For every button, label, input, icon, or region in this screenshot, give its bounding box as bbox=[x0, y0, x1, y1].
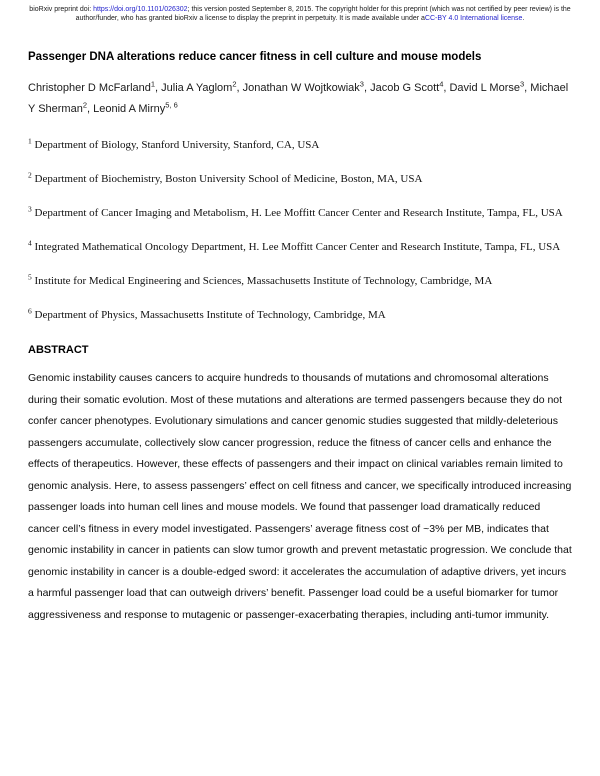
author-name: Leonid A Mirny bbox=[93, 103, 166, 115]
abstract-text: Genomic instability causes cancers to acquire hundreds to thousands of mutations and chromosomal alterations during their somatic evolution. Most of these mutations and alterations are termed passengers because they do not confer cancer phenotypes. Evolutionary simulations and cancer genomic studies suggested that mildly-deleterious passengers accumulate, collectively slow cancer progression, reduce the fitness of cancer cells and enhance the effects of therapeutics. However, these effects of passengers and their impact on clinical variables remain limited to genomic analysis. Here, to assess passengers’ effect on cell fitness and cancer, we specifically introduced increasing passenger loads into human cell lines and mouse models. We found that passenger load dramatically reduced cancer cell’s fitness in every model investigated. Passengers’ average fitness cost of ~3% per MB, indicates that genomic instability in cancer in patients can slow tumor growth and prevent metastatic progression. We conclude that genomic instability in cancer is a double-edged sword: it accelerates the accumulation of adaptive drivers, yet incurs a harmful passenger load that can outweigh drivers’ benefit. Passenger load could be a useful biomarker for tumor aggressiveness and response to mutagenic or passenger-exacerbating therapies, including anti-tumor immunity. bbox=[28, 372, 572, 621]
license-link[interactable]: CC-BY 4.0 International license bbox=[424, 14, 523, 22]
author-name: Jacob G Scott bbox=[370, 82, 440, 94]
author-name: David L Morse bbox=[449, 82, 520, 94]
author-2 bbox=[242, 79, 371, 94]
author-separator: , bbox=[155, 82, 162, 94]
abstract-heading: ABSTRACT bbox=[28, 344, 89, 356]
author-6 bbox=[93, 100, 178, 115]
affiliation-text: Institute for Medical Engineering and Sciences, Massachusetts Institute of Technology, Cambridge, MA bbox=[31, 275, 493, 287]
author-list bbox=[28, 78, 572, 120]
affiliation-superscript: 1 bbox=[28, 136, 32, 146]
affiliation-list bbox=[0, 133, 600, 328]
author-name: Christopher D McFarland bbox=[28, 82, 151, 94]
author-superscript: 2 bbox=[82, 100, 87, 110]
author-name: Michael Y Sherman bbox=[28, 82, 569, 115]
author-3 bbox=[370, 79, 450, 94]
affiliation-superscript: 6 bbox=[28, 306, 32, 316]
author-superscript: 3 bbox=[520, 79, 525, 89]
header-middle-text: ; this version posted September 8, 2015. The copyright holder for this preprint (which was not certified by peer review) is the author/funder, who has granted bioRxiv a license to display the preprint in perpetuity. It is made available under a bbox=[75, 6, 571, 22]
affiliation-superscript: 3 bbox=[28, 204, 32, 214]
author-superscript: 5, 6 bbox=[165, 100, 178, 110]
author-superscript: 2 bbox=[232, 79, 237, 89]
header-prefix-text: bioRxiv preprint doi: bbox=[29, 6, 94, 13]
paper-title: Passenger DNA alterations reduce cancer fitness in cell culture and mouse models bbox=[28, 51, 482, 63]
affiliation-text: Department of Biology, Stanford University, Stanford, CA, USA bbox=[31, 139, 320, 151]
author-separator: , bbox=[236, 82, 243, 94]
author-name: Julia A Yaglom bbox=[161, 82, 233, 94]
affiliation-5 bbox=[28, 269, 572, 294]
affiliation-4 bbox=[28, 235, 572, 260]
author-separator: , bbox=[87, 103, 94, 115]
author-separator: , bbox=[524, 82, 531, 94]
author-superscript: 4 bbox=[439, 79, 444, 89]
affiliation-superscript: 2 bbox=[28, 170, 32, 180]
author-superscript: 1 bbox=[150, 79, 156, 89]
affiliation-superscript: 5 bbox=[28, 272, 32, 282]
author-4 bbox=[449, 79, 531, 94]
affiliation-3 bbox=[28, 201, 572, 226]
author-0 bbox=[28, 79, 162, 94]
affiliation-text: Department of Physics, Massachusetts Institute of Technology, Cambridge, MA bbox=[31, 309, 386, 321]
doi-link[interactable]: https://doi.org/10.1101/026302 bbox=[93, 6, 188, 13]
affiliation-2 bbox=[28, 167, 572, 192]
header-suffix-text: . bbox=[522, 14, 525, 22]
affiliation-6 bbox=[28, 303, 572, 328]
author-separator: , bbox=[363, 82, 371, 94]
author-superscript: 3 bbox=[359, 79, 364, 89]
author-name: Jonathan W Wojtkowiak bbox=[242, 82, 360, 94]
affiliation-1 bbox=[28, 133, 572, 158]
affiliation-text: Integrated Mathematical Oncology Department, H. Lee Moffitt Cancer Center and Research Institute, Tampa, FL, USA bbox=[31, 241, 561, 253]
author-1 bbox=[161, 79, 243, 94]
preprint-header-notice bbox=[26, 0, 574, 23]
author-separator: , bbox=[443, 82, 450, 94]
affiliation-text: Department of Cancer Imaging and Metabolism, H. Lee Moffitt Cancer Center and Research Institute, Tampa, FL, USA bbox=[31, 207, 563, 219]
affiliation-text: Department of Biochemistry, Boston University School of Medicine, Boston, MA, USA bbox=[31, 173, 423, 185]
affiliation-superscript: 4 bbox=[28, 238, 32, 248]
